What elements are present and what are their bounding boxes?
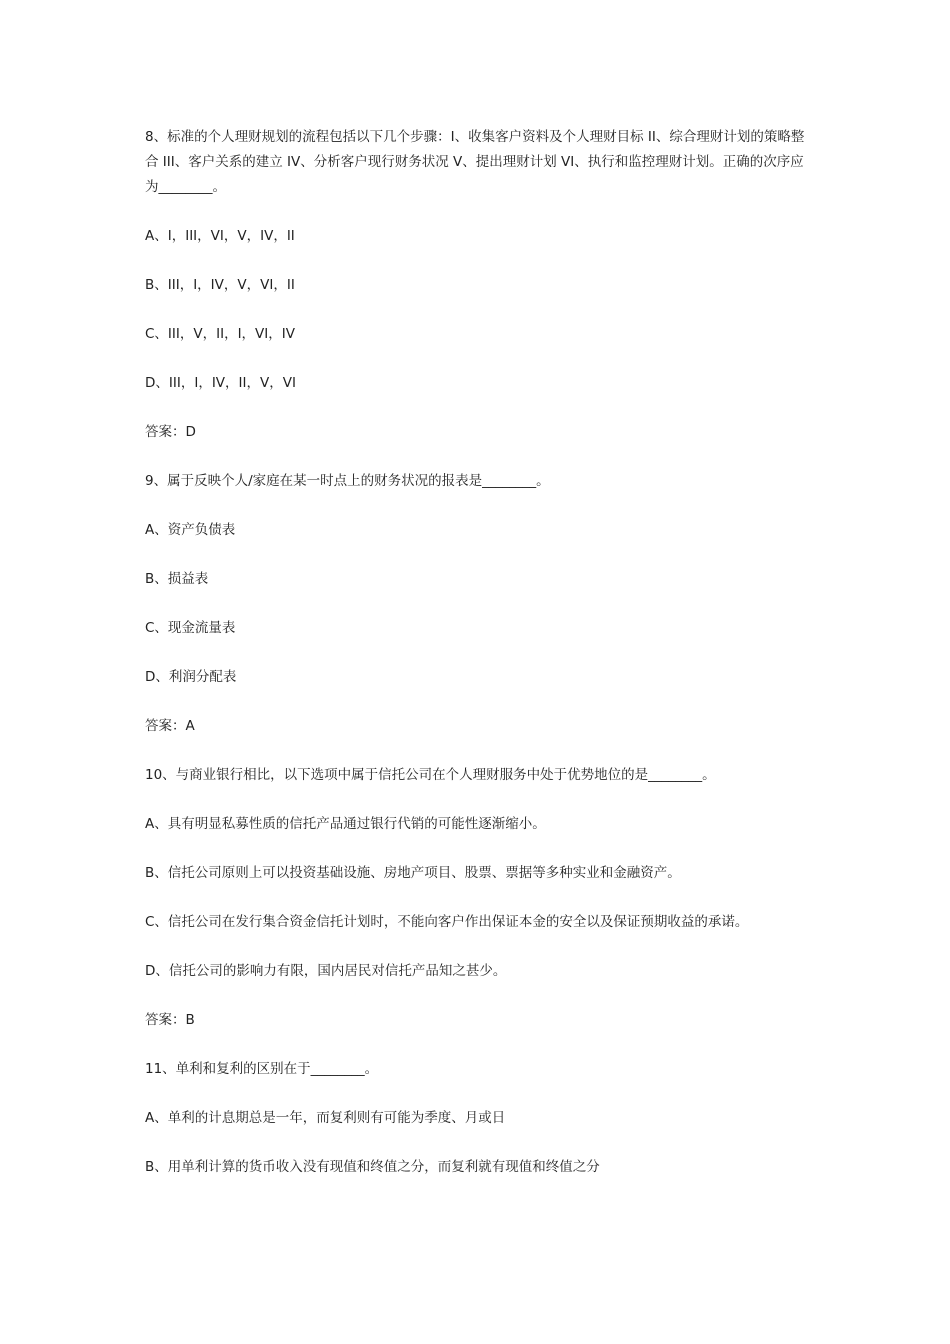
option-d: D、III，I，IV，II，V，VI (145, 375, 296, 391)
option-d: D、信托公司的影响力有限，国内居民对信托产品知之甚少。 (145, 963, 507, 979)
option-a: A、资产负债表 (145, 522, 236, 538)
question-stem: 11、单利和复利的区别在于________。 (145, 1061, 379, 1077)
option-b: B、用单利计算的货币收入没有现值和终值之分，而复利就有现值和终值之分 (145, 1159, 600, 1175)
document-body (145, 125, 815, 1204)
question-10 (145, 763, 815, 1033)
question-stem: 8、标准的个人理财规划的流程包括以下几个步骤：I、收集客户资料及个人理财目标 II、综合理财计划的策略整合 III、客户关系的建立 IV、分析客户现行财务状况 V、提出理财计划 VI、执行和监控理财计划。正确的次序应为________。 (145, 129, 805, 195)
option-c: C、现金流量表 (145, 620, 236, 636)
question-9 (145, 469, 815, 739)
option-b: B、损益表 (145, 571, 209, 587)
question-stem: 10、与商业银行相比，以下选项中属于信托公司在个人理财服务中处于优势地位的是________。 (145, 767, 716, 783)
option-c: C、III，V，II，I，VI，IV (145, 326, 295, 342)
option-c: C、信托公司在发行集合资金信托计划时，不能向客户作出保证本金的安全以及保证预期收益的承诺。 (145, 914, 749, 930)
option-a: A、单利的计息期总是一年，而复利则有可能为季度、月或日 (145, 1110, 506, 1126)
option-a: A、具有明显私募性质的信托产品通过银行代销的可能性逐渐缩小。 (145, 816, 546, 832)
question-8 (145, 125, 815, 445)
option-b: B、III，I，IV，V，VI，II (145, 277, 295, 293)
option-d: D、利润分配表 (145, 669, 237, 685)
answer: 答案：A (145, 718, 195, 734)
question-11 (145, 1057, 815, 1180)
answer: 答案：D (145, 424, 196, 440)
question-stem: 9、属于反映个人/家庭在某一时点上的财务状况的报表是________。 (145, 473, 550, 489)
option-a: A、I，III，VI，V，IV，II (145, 228, 295, 244)
answer: 答案：B (145, 1012, 195, 1028)
option-b: B、信托公司原则上可以投资基础设施、房地产项目、股票、票据等多种实业和金融资产。 (145, 865, 681, 881)
